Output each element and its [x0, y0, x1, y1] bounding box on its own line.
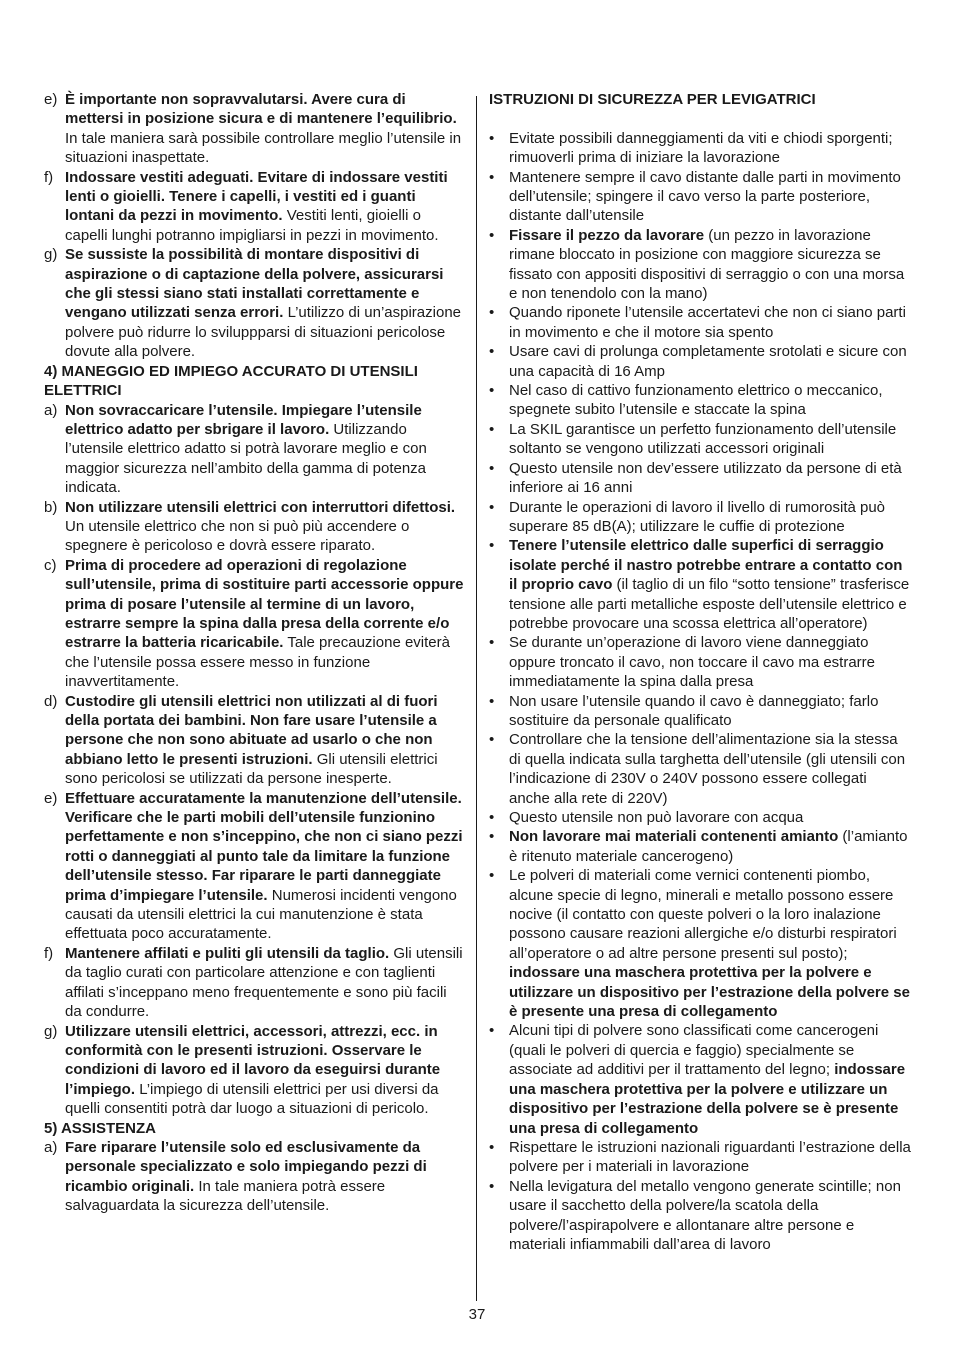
item-label: g)	[44, 246, 58, 264]
item-bold-text: Prima di procedere ad operazioni di regolazione sull’utensile, prima di sostituire parti accessorie oppure prima di posare l’utensile al termine di un lavoro, estrarre sempre la spina dalla presa della corrente e/o estrarre la batteria ricaricabile.	[65, 556, 464, 652]
bullet-icon: •	[489, 828, 495, 846]
section-title: ISTRUZIONI DI SICUREZZA PER LEVIGATRICI	[489, 91, 816, 108]
item-text: Tale precauzione eviterà che l’utensile possa essere messo in funzione inavvertitamente.	[65, 634, 450, 691]
item-bold-text: Custodire gli utensili elettrici non utilizzati al di fuori della portata dei bambini. Non fare usare l’utensile a persone che non sono abituate ad usarlo o che non abbiano letto le presenti istruzioni.	[65, 692, 438, 768]
bullet-item	[489, 730, 911, 808]
instruction-item	[44, 1022, 464, 1119]
bullet-text: Durante le operazioni di lavoro il livello di rumorosità può superare 85 dB(A); utilizzare le cuffie di protezione	[509, 498, 886, 535]
bullet-icon: •	[489, 168, 495, 186]
bullet-body	[509, 808, 911, 827]
bullet-icon: •	[489, 498, 495, 516]
bullet-body	[509, 459, 911, 498]
bullet-item	[489, 808, 911, 827]
item-bold-text: Indossare vestiti adeguati. Evitare di indossare vestiti lenti o gioielli. Tenere i capelli, i vestiti ed i guanti lontani da pezzi in movimento.	[65, 168, 448, 225]
item-text: L’utilizzo di un’aspirazione polvere può ridurre lo sviluppparsi di situazioni pericolose dovute alla polvere.	[65, 304, 461, 361]
item-label: g)	[44, 1022, 58, 1040]
bullet-text: (il taglio di un filo “sotto tensione” trasferisce tensione alle parti metalliche esposte dell’utensile elettrico e potrebbe provocare una scossa elettrica all’operatore)	[509, 576, 910, 632]
instruction-item	[44, 498, 464, 556]
item-body	[65, 692, 464, 789]
item-label: e)	[44, 91, 58, 108]
bullet-icon: •	[489, 1138, 495, 1156]
bullet-body	[509, 827, 911, 866]
column-divider	[476, 96, 477, 1301]
section-heading: 5) ASSISTENZA	[44, 1119, 156, 1137]
section-heading: 4) MANEGGIO ED IMPIEGO ACCURATO DI UTENSILI ELETTRICI	[44, 362, 418, 400]
instruction-item	[44, 556, 464, 692]
bullet-item	[489, 129, 911, 168]
item-body	[65, 401, 464, 498]
bullet-body	[509, 1177, 911, 1255]
instruction-item	[44, 944, 464, 1022]
bullet-item	[489, 536, 911, 633]
bullet-body	[509, 866, 911, 1021]
item-label: e)	[44, 789, 58, 807]
bullet-icon: •	[489, 459, 495, 477]
item-label: a)	[44, 401, 58, 419]
item-bold-text: Se sussiste la possibilità di montare dispositivi di aspirazione o di captazione della polvere, assicurarsi che gli stessi siano stati installati correttamente e vengano utilizzati senza errori.	[65, 246, 444, 322]
bullet-item	[489, 420, 911, 459]
instruction-item	[44, 692, 464, 789]
bullet-item	[489, 1021, 911, 1137]
bullet-text: Nella levigatura del metallo vengono generate scintille; non usare il sacchetto della polvere/la scatola della polvere/l’aspirapolvere e allontanare altre persone e materiali infiammabili dall’area di lavoro	[509, 1177, 901, 1253]
item-body	[65, 245, 464, 361]
bullet-body	[509, 342, 911, 381]
bullet-text: Alcuni tipi di polvere sono classificati come cancerogeni (quali le polveri di quercia e faggio) specialmente se associate ad additivi per il trattamento del legno;	[509, 1022, 879, 1079]
bullet-icon: •	[489, 129, 495, 147]
bullet-icon: •	[489, 382, 495, 400]
bullet-list	[489, 129, 911, 1255]
bullet-text: Le polveri di materiali come vernici contenenti piombo, alcune specie di legno, minerali e metallo possono essere nocive (il contatto con queste polveri o la loro inalazione possono causare reazioni allergiche e/o disturbi respiratori all’operatore o ad altre persone presenti sul posto);	[509, 867, 897, 962]
bullet-item	[489, 633, 911, 691]
instruction-item	[44, 245, 464, 361]
bullet-body	[509, 692, 911, 731]
bullet-item	[489, 342, 911, 381]
bullet-body	[509, 381, 911, 420]
bullet-body	[509, 1138, 911, 1177]
bullet-body	[509, 1021, 911, 1137]
item-text: Gli utensili elettrici sono pericolosi se utilizzati da persone inesperte.	[65, 750, 438, 788]
bullet-text: Evitate possibili danneggiamenti da viti e chiodi sporgenti; rimuoverli prima di iniziare la lavorazione	[509, 129, 893, 167]
bullet-body	[509, 129, 911, 168]
bullet-text: Non usare l’utensile quando il cavo è danneggiato; farlo sostituire da personale qualificato	[509, 692, 879, 729]
item-bold-text: Fare riparare l’utensile solo ed esclusivamente da personale specializzato e solo impiegando pezzi di ricambio originali.	[65, 1138, 427, 1195]
instruction-item	[44, 1138, 464, 1216]
item-label: f)	[44, 944, 54, 962]
bullet-text: Se durante un’operazione di lavoro viene danneggiato oppure troncato il cavo, non toccare il cavo ma estrarre immediatamente la spina dalla presa	[509, 634, 876, 691]
item-body	[65, 1022, 464, 1119]
item-body	[65, 90, 464, 168]
bullet-item	[489, 168, 911, 226]
page-number: 37	[468, 1306, 486, 1323]
item-bold-text: Utilizzare utensili elettrici, accessori, attrezzi, ecc. in conformità con le presenti istruzioni. Osservare le condizioni di lavoro ed il lavoro da eseguirsi durante l’impiego.	[65, 1022, 441, 1098]
item-body	[65, 498, 464, 556]
left-column	[44, 90, 464, 1216]
bullet-body	[509, 420, 911, 459]
item-text: Vestiti lenti, gioielli o capelli lunghi potranno impigliarsi in pezzi in movimento.	[65, 207, 439, 244]
bullet-icon: •	[489, 1177, 495, 1195]
bullet-body	[509, 226, 911, 304]
bullet-icon: •	[489, 867, 495, 885]
bullet-bold-text: indossare una maschera protettiva per la polvere e utilizzare un dispositivo per l’estrazione della polvere se è presente una presa di collegamento	[509, 964, 910, 1021]
item-bold-text: Effettuare accuratamente la manutenzione dell’utensile. Verificare che le parti mobili dell’utensile funzionino perfettamente e non s’inceppino, che non ci siano pezzi rotti o danneggiati al punto tale da limitare la funzione dell’utensile stesso. Far riparare le parti danneggiate prima d’impiegare l’utensile.	[65, 789, 463, 904]
bullet-item	[489, 866, 911, 1021]
bullet-item	[489, 827, 911, 866]
bullet-text: Nel caso di cattivo funzionamento elettrico o meccanico, spegnete subito l’utensile e staccate la spina	[509, 382, 883, 419]
item-body	[65, 789, 464, 944]
bullet-bold-text: Non lavorare mai materiali contenenti amianto	[509, 828, 839, 846]
bullet-item	[489, 226, 911, 304]
item-text: L’impiego di utensili elettrici per usi diversi da quelli consentiti potrà dar luogo a situazioni di pericolo.	[65, 1080, 439, 1118]
bullet-body	[509, 498, 911, 537]
bullet-text: La SKIL garantisce un perfetto funzionamento dell’utensile soltanto se vengono utilizzati accessori originali	[509, 420, 897, 458]
item-text: In tale maniera potrà essere salvaguardata la sicurezza dell’utensile.	[65, 1177, 386, 1215]
item-label: f)	[44, 168, 54, 186]
bullet-text: Controllare che la tensione dell’alimentazione sia la stessa di quella indicata sulla targhetta dell’utensile (gli utensili con l’indicazione di 230V o 240V possono essere collegati anche alla rete di 220V)	[509, 731, 906, 807]
bullet-item	[489, 459, 911, 498]
bullet-bold-text: Fissare il pezzo da lavorare	[509, 226, 705, 244]
item-bold-text: Mantenere affilati e puliti gli utensili da taglio.	[65, 944, 390, 962]
bullet-body	[509, 168, 911, 226]
bullet-icon: •	[489, 304, 495, 322]
bullet-icon: •	[489, 809, 495, 827]
item-bold-text: È importante non sopravvalutarsi. Avere cura di mettersi in posizione sicura e di mantenere l’equilibrio.	[65, 91, 457, 128]
bullet-text: (l’amianto è ritenuto materiale cancerogeno)	[509, 828, 908, 865]
bullet-body	[509, 303, 911, 342]
bullet-text: Usare cavi di prolunga completamente srotolati e sicure con una capacità di 16 Amp	[509, 343, 907, 380]
bullet-icon: •	[489, 226, 495, 244]
bullet-icon: •	[489, 343, 495, 361]
bullet-item	[489, 1138, 911, 1177]
bullet-item	[489, 498, 911, 537]
item-label: b)	[44, 498, 58, 516]
instruction-item	[44, 168, 464, 246]
bullet-text: Questo utensile non può lavorare con acqua	[509, 809, 804, 827]
bullet-icon: •	[489, 1022, 495, 1040]
bullet-item	[489, 692, 911, 731]
item-body	[65, 556, 464, 692]
item-label: d)	[44, 692, 58, 710]
bullet-text: (un pezzo in lavorazione rimane bloccato in posizione con maggiore sicurezza se fissato con appositi dispositivi di serraggio o con una morsa e non tenendolo con la mano)	[509, 226, 905, 303]
item-text: Numerosi incidenti vengono causati da utensili elettrici la cui manutenzione è stata effettuata poco accuratamente.	[65, 886, 457, 943]
item-bold-text: Non utilizzare utensili elettrici con interruttori difettosi.	[65, 498, 456, 516]
bullet-body	[509, 730, 911, 808]
bullet-bold-text: indossare una maschera protettiva per la polvere e utilizzare un dispositivo per l’estrazione della polvere se è presente una presa di collegamento	[509, 1061, 906, 1137]
item-text: In tale maniera sarà possibile controllare meglio l’utensile in situazioni inaspettate.	[65, 129, 462, 167]
item-body	[65, 944, 464, 1022]
bullet-text: Quando riponete l’utensile accertatevi che non ci siano parti in movimento e che il motore sia spento	[509, 304, 906, 341]
item-label: c)	[44, 556, 57, 574]
bullet-icon: •	[489, 634, 495, 652]
item-label: a)	[44, 1138, 58, 1156]
instruction-item	[44, 90, 464, 168]
bullet-icon: •	[489, 420, 495, 438]
item-body	[65, 1138, 464, 1216]
bullet-body	[509, 633, 911, 691]
right-column	[489, 90, 911, 1254]
instruction-item	[44, 789, 464, 944]
bullet-item	[489, 381, 911, 420]
bullet-bold-text: Tenere l’utensile elettrico dalle superfici di serraggio isolate perché il nastro potrebbe entrare a contatto con il proprio cavo	[509, 537, 903, 594]
item-text: Gli utensili da taglio curati con particolare attenzione e con taglienti affilati s’inceppano meno frequentemente e sono più facili da condurre.	[65, 944, 463, 1021]
item-text: Utilizzando l’utensile elettrico adatto si potrà lavorare meglio e con maggior sicurezza nell’ambito della gamma di potenza indicata.	[65, 420, 427, 497]
bullet-text: Mantenere sempre il cavo distante dalle parti in movimento dell’utensile; spingere il cavo verso la parte posteriore, distante dall’utensile	[509, 168, 901, 225]
item-text: Un utensile elettrico che non si può più accendere o spegnere è pericoloso e dovrà essere riparato.	[65, 517, 410, 555]
instruction-item	[44, 401, 464, 498]
bullet-text: Rispettare le istruzioni nazionali riguardanti l’estrazione della polvere per i materiali in lavorazione	[509, 1138, 911, 1176]
bullet-icon: •	[489, 692, 495, 710]
bullet-icon: •	[489, 731, 495, 749]
bullet-item	[489, 1177, 911, 1255]
item-body	[65, 168, 464, 246]
bullet-icon: •	[489, 537, 495, 555]
bullet-body	[509, 536, 911, 633]
bullet-text: Questo utensile non dev’essere utilizzato da persone di età inferiore ai 16 anni	[509, 459, 902, 497]
bullet-item	[489, 303, 911, 342]
item-bold-text: Non sovraccaricare l’utensile. Impiegare l’utensile elettrico adatto per sbrigare il lavoro.	[65, 401, 422, 438]
